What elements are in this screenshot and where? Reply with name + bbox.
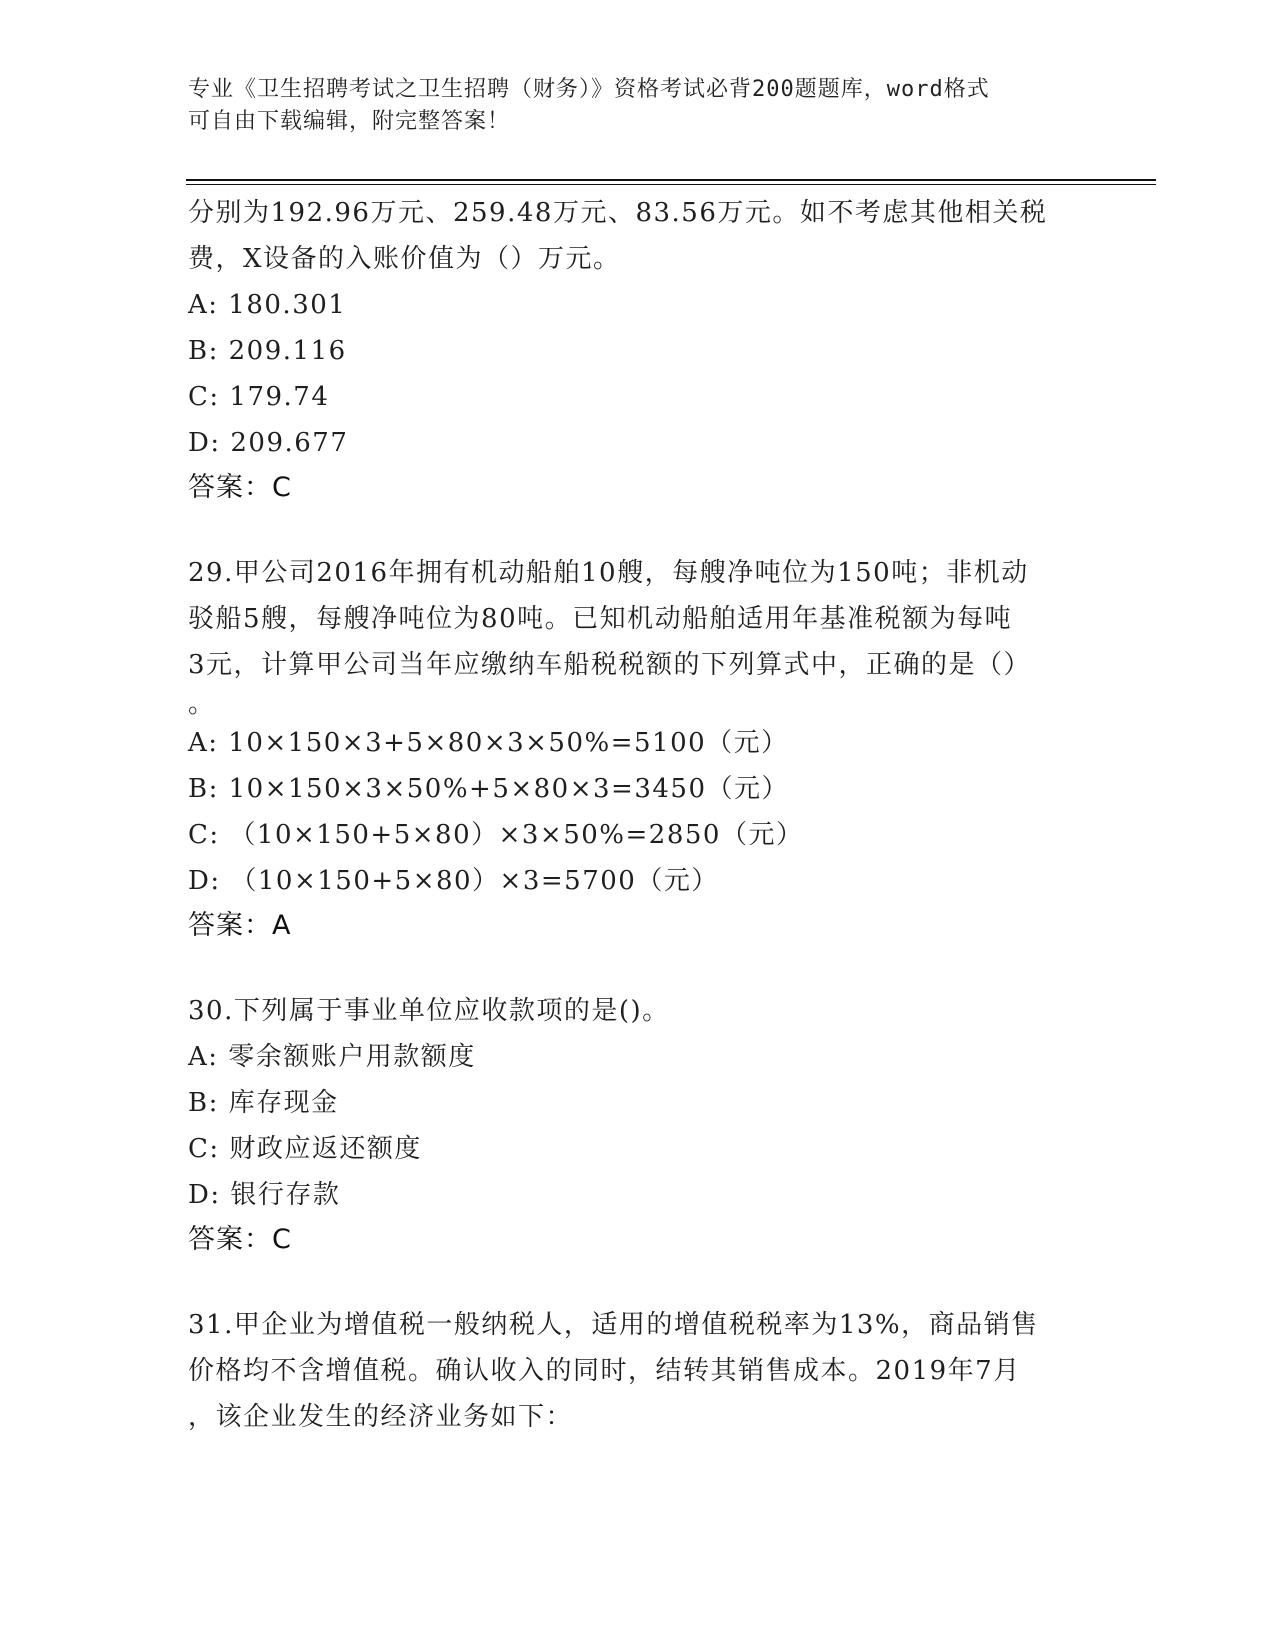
answer-line: 答案：C xyxy=(188,1224,292,1255)
question-text-line: ，该企业发生的经济业务如下： xyxy=(188,1402,574,1432)
question-30 xyxy=(188,988,1078,1262)
header-line-1: 专业《卫生招聘考试之卫生招聘（财务）》资格考试必背200题题库，word格式 xyxy=(188,77,990,102)
question-text-line: 30.下列属于事业单位应收款项的是()。 xyxy=(188,996,670,1026)
header-line-2: 可自由下载编辑，附完整答案！ xyxy=(188,109,511,134)
answer-line: 答案：A xyxy=(188,910,292,941)
option-b: B: 10×150×3×50%+5×80×3=3450（元） xyxy=(188,774,790,804)
header-rule-thick xyxy=(186,179,1156,181)
question-text-line: 31.甲企业为增值税一般纳税人，适用的增值税税率为13%，商品销售 xyxy=(188,1310,1039,1340)
option-b: B: 209.116 xyxy=(188,336,347,366)
option-c: C: （10×150+5×80）×3×50%=2850（元） xyxy=(188,820,804,850)
spacer xyxy=(188,1262,1078,1302)
question-31 xyxy=(188,1302,1078,1440)
question-text-line: 费，X设备的入账价值为（）万元。 xyxy=(188,244,621,274)
document-header xyxy=(188,74,1068,138)
question-29 xyxy=(188,550,1078,948)
header-rule-thin xyxy=(186,184,1156,185)
option-a: A: 10×150×3+5×80×3×50%=5100（元） xyxy=(188,728,789,758)
option-d: D: 209.677 xyxy=(188,428,349,458)
option-d: D: 银行存款 xyxy=(188,1180,341,1210)
document-body xyxy=(188,190,1078,1440)
option-c: C: 财政应返还额度 xyxy=(188,1134,422,1164)
question-text-line: 驳船5艘，每艘净吨位为80吨。已知机动船舶适用年基准税额为每吨 xyxy=(188,604,1013,634)
spacer xyxy=(188,948,1078,988)
question-text-line: 29.甲公司2016年拥有机动船舶10艘，每艘净吨位为150吨；非机动 xyxy=(188,558,1029,588)
question-text-line: 3元，计算甲公司当年应缴纳车船税税额的下列算式中，正确的是（） xyxy=(188,650,1032,680)
option-d: D: （10×150+5×80）×3=5700（元） xyxy=(188,866,719,896)
question-text-line: 价格均不含增值税。确认收入的同时，结转其销售成本。2019年7月 xyxy=(188,1356,1021,1386)
option-c: C: 179.74 xyxy=(188,382,330,412)
option-a: A: 180.301 xyxy=(188,290,347,320)
option-a: A: 零余额账户用款额度 xyxy=(188,1042,476,1072)
question-28 xyxy=(188,190,1078,510)
question-text-line: 。 xyxy=(188,689,216,719)
answer-line: 答案：C xyxy=(188,472,292,503)
question-text-line: 分别为192.96万元、259.48万元、83.56万元。如不考虑其他相关税 xyxy=(188,198,1048,228)
option-b: B: 库存现金 xyxy=(188,1088,339,1118)
spacer xyxy=(188,510,1078,550)
